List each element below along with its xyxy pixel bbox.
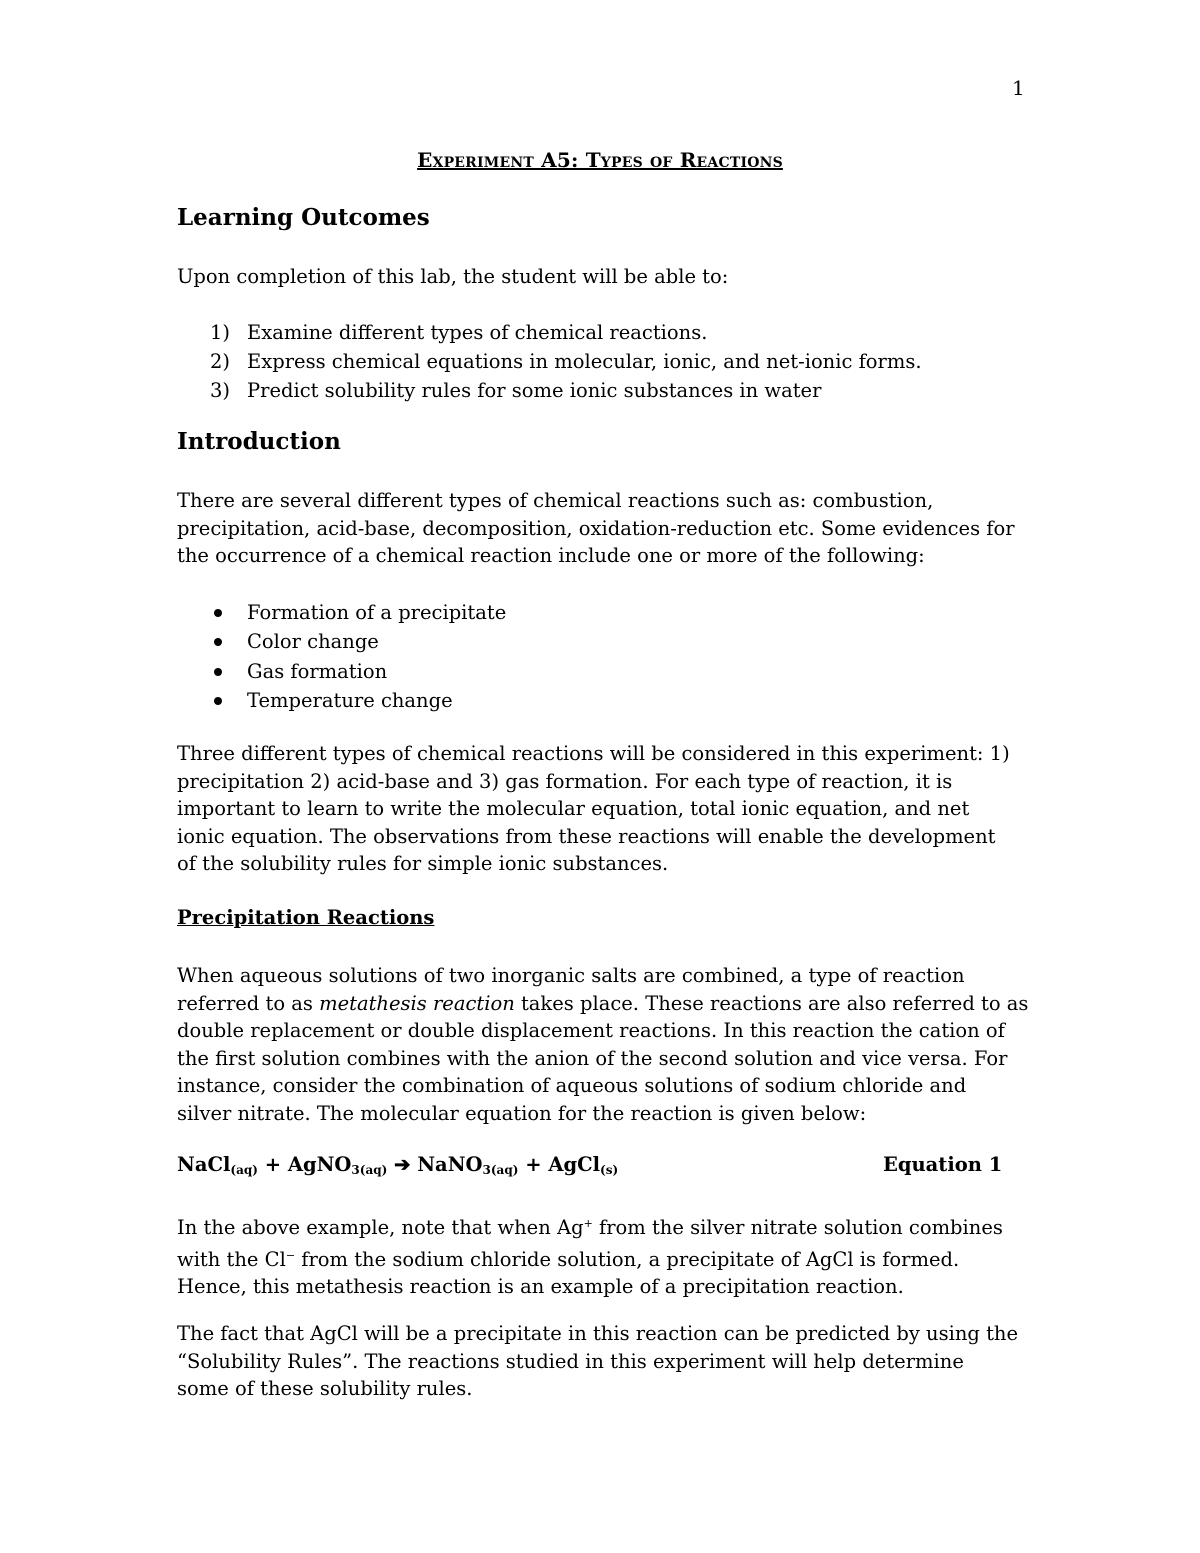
learning-outcomes-list	[210, 318, 922, 405]
precipitate-example-paragraph: In the above example, note that when Ag+ from the silver nitrate solution combines with the Cl− from the sodium chloride solution, a precipitate of AgCl is formed. Hence, this metathesis reaction is an example of a precipitation reaction.	[177, 1216, 1003, 1298]
introduction-heading: Introduction	[177, 428, 341, 455]
equation-label: Equation 1	[883, 1153, 1003, 1176]
solubility-rules-paragraph: The fact that AgCl will be a precipitate in this reaction can be predicted by using the “Solubility Rules”. The reactions studied in this experiment will help determine some of these solubility rules.	[177, 1322, 1019, 1400]
chemical-equation: NaCl$_{(aq)}$ + AgNO$_{3(aq)}$ ➔ NaNO$_{3(aq)}$ + AgCl$_{(s)}$	[177, 1153, 619, 1177]
list-item: 3) Predict solubility rules for some ionic substances in water	[210, 379, 822, 402]
precipitation-heading: Precipitation Reactions	[177, 906, 435, 929]
arrow-icon: ➔	[387, 1153, 418, 1176]
learning-outcomes-heading: Learning Outcomes	[177, 204, 430, 231]
page-number: 1	[1012, 76, 1025, 100]
document-title: Experiment A5: Types of Reactions	[417, 148, 783, 172]
evidence-bullet-list	[247, 598, 506, 715]
list-item: 2) Express chemical equations in molecular, ionic, and net-ionic forms.	[210, 350, 922, 373]
reaction-types-paragraph: Three different types of chemical reactions will be considered in this experiment: 1) precipitation 2) acid-base and 3) gas formation. For each type of reaction, it is important to learn to write the molecular equation, total ionic equation, and net ionic equation. The observations from these reactions will enable the development of the solubility rules for simple ionic substances.	[177, 742, 1010, 875]
list-item: 1) Examine different types of chemical reactions.	[210, 321, 708, 344]
emphasis-term: metathesis reaction	[319, 991, 515, 1015]
list-item: Color change	[247, 627, 506, 656]
list-item: Formation of a precipitate	[247, 598, 506, 627]
bullet-icon	[214, 697, 222, 705]
bullet-icon	[214, 638, 222, 646]
list-item: Temperature change	[247, 686, 506, 715]
metathesis-paragraph: When aqueous solutions of two inorganic salts are combined, a type of reaction referred to as metathesis reaction takes place. These reactions are also referred to as double replacement or double displacement reactions. In this reaction the cation of the first solution combines with the anion of the second solution and vice versa. For instance, consider the combination of aqueous solutions of sodium chloride and silver nitrate. The molecular equation for the reaction is given below:	[177, 964, 1029, 1125]
learning-outcomes-intro: Upon completion of this lab, the student will be able to:	[177, 265, 729, 288]
list-item: Gas formation	[247, 657, 506, 686]
bullet-icon	[214, 609, 222, 617]
introduction-paragraph: There are several different types of chemical reactions such as: combustion, precipitation, acid-base, decomposition, oxidation-reduction etc. Some evidences for the occurrence of a chemical reaction include one or more of the following:	[177, 489, 1015, 567]
bullet-icon	[214, 668, 222, 676]
